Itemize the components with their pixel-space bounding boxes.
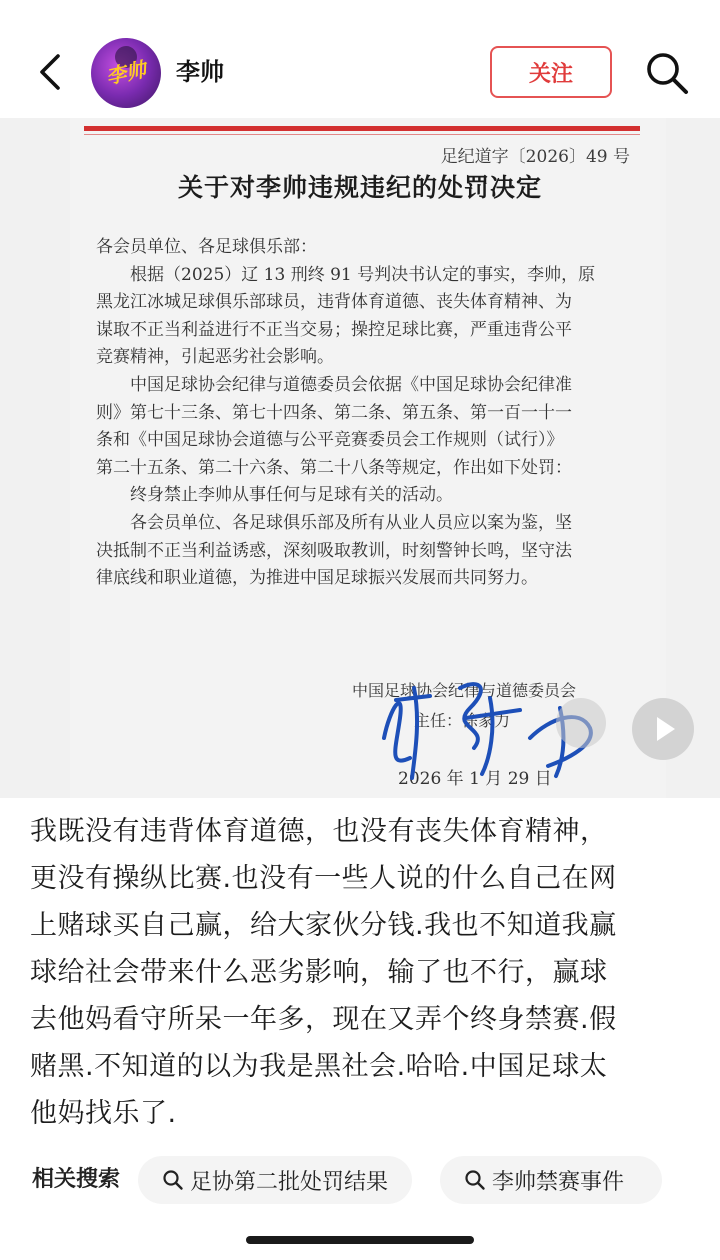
related-search-chip[interactable] [138, 1156, 412, 1204]
image-action-button[interactable] [556, 698, 606, 748]
related-search-text: 李帅禁赛事件 [492, 1169, 625, 1195]
signer-chief: 主任：徐家力 [414, 711, 511, 730]
avatar-logo: 李帅 [103, 57, 149, 89]
back-button[interactable] [30, 50, 70, 94]
document-line: 则》第七十三条、第七十四条、第二条、第五条、第一百一十一 [96, 402, 572, 423]
document-title: 关于对李帅违规违纪的处罚决定 [177, 173, 542, 202]
document-line: 条和《中国足球协会道德与公平竞赛委员会工作规则（试行）》 [96, 430, 564, 451]
top-bar [0, 0, 720, 128]
follow-button[interactable]: 关注 [490, 46, 612, 98]
post-line: 我既没有违背体育道德，也没有丧失体育精神， [30, 816, 608, 847]
home-indicator[interactable] [246, 1236, 474, 1244]
play-video-button[interactable] [632, 698, 694, 760]
post-line: 赌黑.不知道的以为我是黑社会.哈哈.中国足球太 [30, 1051, 608, 1082]
document-line: 第二十五条、第二十六条、第二十八条等规定，作出如下处罚： [96, 457, 572, 478]
document-line: 律底线和职业道德，为推进中国足球振兴发展而共同努力。 [96, 568, 538, 589]
related-searches-label: 相关搜索 [32, 1167, 121, 1192]
related-search-chip[interactable] [440, 1156, 662, 1204]
related-searches [0, 1148, 720, 1212]
document-line: 决抵制不正当利益诱惑，深刻吸取教训，时刻警钟长鸣，坚守法 [96, 540, 572, 561]
document-line: 终身禁止李帅从事任何与足球有关的活动。 [130, 485, 453, 506]
document-line: 谋取不正当利益进行不正当交易；操控足球比赛，严重违背公平 [96, 319, 572, 340]
document-line: 各会员单位、各足球俱乐部及所有从业人员应以案为鉴，坚 [130, 512, 572, 533]
user-name[interactable]: 李帅 [176, 58, 224, 86]
post-line: 上赌球买自己赢，给大家伙分钱.我也不知道我赢 [30, 910, 617, 941]
document-date: 2026 年 1 月 29 日 [398, 769, 552, 789]
play-icon [657, 717, 675, 741]
related-search-text: 足协第二批处罚结果 [190, 1169, 389, 1195]
search-icon [644, 50, 690, 96]
post-line: 更没有操纵比赛.也没有一些人说的什么自己在网 [30, 863, 617, 894]
red-header-rule-thin [84, 134, 640, 135]
back-chevron-icon [38, 53, 62, 91]
document-image[interactable] [0, 118, 720, 798]
post-line: 他妈找乐了. [30, 1098, 177, 1129]
search-button[interactable] [644, 50, 690, 96]
avatar[interactable] [91, 38, 161, 108]
search-icon [464, 1169, 486, 1191]
document-line: 黑龙江冰城足球俱乐部球员，违背体育道德、丧失体育精神、为 [96, 292, 572, 313]
search-icon [162, 1169, 184, 1191]
post-text [30, 808, 690, 1137]
red-header-rule [84, 126, 640, 131]
document-line: 各会员单位、各足球俱乐部： [96, 237, 317, 257]
document-body [96, 234, 636, 593]
signer-organization: 中国足球协会纪律与道德委员会 [352, 681, 577, 700]
document-number: 足纪道字〔2026〕49 号 [440, 147, 630, 167]
document-line: 中国足球协会纪律与道德委员会依据《中国足球协会纪律准 [130, 374, 572, 395]
post-line: 去他妈看守所呆一年多，现在又弄个终身禁赛.假 [30, 1004, 617, 1035]
document-line: 根据（2025）辽 13 刑终 91 号判决书认定的事实，李帅，原 [130, 264, 596, 285]
post-line: 球给社会带来什么恶劣影响，输了也不行，赢球 [30, 957, 608, 988]
document-line: 竞赛精神，引起恶劣社会影响。 [96, 347, 334, 368]
